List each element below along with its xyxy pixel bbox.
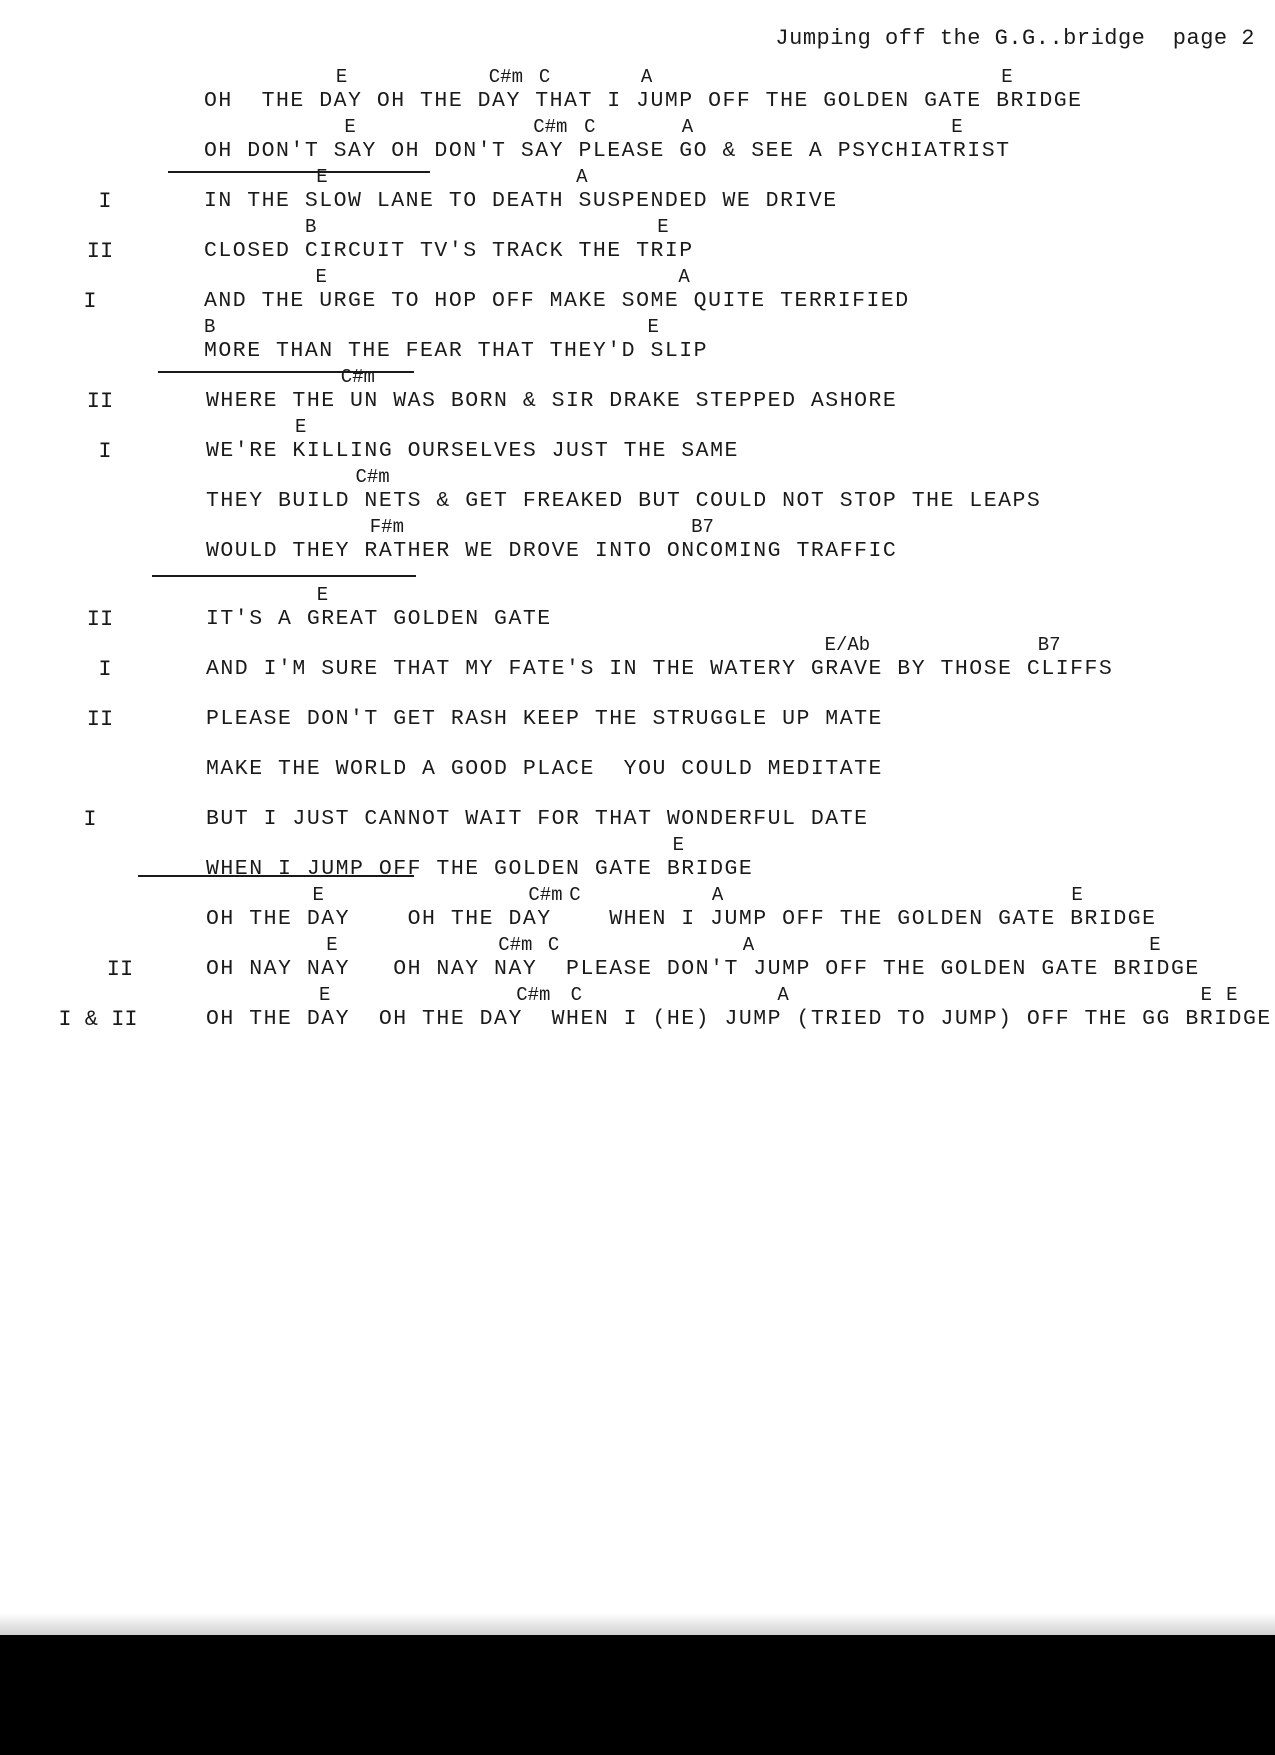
chord-symbol: E bbox=[318, 984, 331, 1006]
lyric-row bbox=[0, 316, 1275, 370]
lyric-row bbox=[0, 516, 1275, 570]
chord-symbol: E bbox=[315, 266, 327, 288]
chord-symbol: C#m bbox=[498, 934, 533, 956]
chord-symbol: E bbox=[316, 584, 329, 606]
singer-part-label: I bbox=[83, 289, 97, 314]
lyric-line: CLOSED CIRCUIT TV'S TRACK THE TRIP bbox=[204, 239, 694, 263]
singer-part-label: II bbox=[86, 707, 114, 732]
chord-symbol: A bbox=[711, 884, 724, 906]
chord-symbol: B bbox=[204, 316, 216, 338]
lyric-row bbox=[0, 738, 1275, 788]
singer-part-label: I bbox=[98, 657, 112, 682]
chord-symbol: E bbox=[1149, 934, 1161, 956]
lyric-row bbox=[0, 266, 1275, 320]
chord-symbol: E bbox=[295, 416, 307, 438]
section-underline bbox=[152, 575, 416, 577]
chord-symbol: E bbox=[326, 934, 338, 956]
lyric-line: IT'S A GREAT GOLDEN GATE bbox=[206, 607, 552, 631]
lyric-line: AND I'M SURE THAT MY FATE'S IN THE WATERY GRAVE BY THOSE CLIFFS bbox=[206, 657, 1114, 681]
chord-symbol: A bbox=[678, 266, 690, 288]
chord-symbol: B bbox=[304, 216, 317, 238]
chord-symbol: E bbox=[1200, 984, 1212, 1006]
lyric-row bbox=[0, 834, 1275, 888]
lyric-line: AND THE URGE TO HOP OFF MAKE SOME QUITE TERRIFIED bbox=[204, 289, 910, 313]
chord-symbol: E bbox=[951, 116, 963, 138]
lyric-row bbox=[0, 416, 1275, 470]
lyric-row bbox=[0, 934, 1275, 988]
singer-part-label: I bbox=[83, 807, 97, 832]
lyric-line: WOULD THEY RATHER WE DROVE INTO ONCOMING TRAFFIC bbox=[206, 539, 898, 563]
lyric-line: WHERE THE UN WAS BORN & SIR DRAKE STEPPED ASHORE bbox=[206, 389, 898, 413]
chord-symbol: C bbox=[538, 66, 551, 88]
chord-symbol: E bbox=[344, 116, 356, 138]
lyric-line: THEY BUILD NETS & GET FREAKED BUT COULD NOT STOP THE LEAPS bbox=[206, 489, 1042, 513]
lyric-line: OH DON'T SAY OH DON'T SAY PLEASE GO & SEE A PSYCHIATRIST bbox=[204, 139, 1011, 163]
chord-symbol: E/Ab bbox=[824, 634, 871, 656]
singer-part-label: I bbox=[98, 189, 112, 214]
chord-symbol: C bbox=[569, 884, 581, 906]
lyric-row bbox=[0, 788, 1275, 838]
section-underline bbox=[138, 875, 414, 877]
section-underline bbox=[158, 371, 414, 373]
lyric-row bbox=[0, 634, 1275, 688]
chord-symbol: C#m bbox=[516, 984, 551, 1006]
chord-symbol: E bbox=[647, 316, 659, 338]
singer-part-label: I bbox=[98, 439, 112, 464]
chord-symbol: A bbox=[681, 116, 694, 138]
chord-symbol: A bbox=[576, 166, 588, 188]
lyric-line: MAKE THE WORLD A GOOD PLACE YOU COULD MEDITATE bbox=[206, 757, 883, 781]
chord-symbol: C#m bbox=[355, 466, 390, 488]
chord-symbol: A bbox=[742, 934, 755, 956]
lyric-line: WHEN I JUMP OFF THE GOLDEN GATE BRIDGE bbox=[206, 857, 754, 881]
lyric-line: MORE THAN THE FEAR THAT THEY'D SLIP bbox=[204, 339, 709, 363]
chord-symbol: E bbox=[1071, 884, 1083, 906]
lyric-line: OH THE DAY OH THE DAY WHEN I JUMP OFF THE GOLDEN GATE BRIDGE bbox=[206, 907, 1157, 931]
chord-symbol: E bbox=[1001, 66, 1013, 88]
chord-symbol: C bbox=[570, 984, 582, 1006]
lyric-line: WE'RE KILLING OURSELVES JUST THE SAME bbox=[206, 439, 739, 463]
singer-part-label: I & II bbox=[58, 1007, 138, 1032]
lyric-line: PLEASE DON'T GET RASH KEEP THE STRUGGLE UP MATE bbox=[206, 707, 883, 731]
lyric-row bbox=[0, 984, 1275, 1038]
lyric-row bbox=[0, 884, 1275, 938]
lyric-line: OH NAY NAY OH NAY NAY PLEASE DON'T JUMP OFF THE GOLDEN GATE BRIDGE bbox=[206, 957, 1200, 981]
lyric-line: BUT I JUST CANNOT WAIT FOR THAT WONDERFUL DATE bbox=[206, 807, 869, 831]
singer-part-label: II bbox=[86, 607, 114, 632]
chord-symbol: A bbox=[777, 984, 789, 1006]
chord-symbol: C#m bbox=[340, 366, 375, 388]
chord-symbol: F#m bbox=[369, 516, 404, 538]
lyric-row bbox=[0, 466, 1275, 520]
lyric-row bbox=[0, 366, 1275, 420]
chord-symbol: E bbox=[672, 834, 684, 856]
singer-part-label: II bbox=[86, 389, 114, 414]
lyric-row bbox=[0, 166, 1275, 220]
lyric-row bbox=[0, 216, 1275, 270]
chord-symbol: C#m bbox=[533, 116, 568, 138]
singer-part-label: II bbox=[86, 239, 114, 264]
page-title: Jumping off the G.G..bridge page 2 bbox=[775, 26, 1255, 51]
lyric-row bbox=[0, 584, 1275, 638]
chord-symbol: B7 bbox=[691, 516, 714, 538]
chord-symbol: B7 bbox=[1037, 634, 1061, 656]
chord-symbol: C#m bbox=[528, 884, 563, 906]
chord-symbol: E bbox=[657, 216, 669, 238]
lyric-line: IN THE SLOW LANE TO DEATH SUSPENDED WE DRIVE bbox=[204, 189, 838, 213]
lyric-row bbox=[0, 116, 1275, 170]
chord-symbol: E bbox=[312, 884, 324, 906]
chord-symbol: C bbox=[547, 934, 560, 956]
chord-symbol: E bbox=[316, 166, 328, 188]
lyric-line: OH THE DAY OH THE DAY THAT I JUMP OFF THE GOLDEN GATE BRIDGE bbox=[204, 89, 1083, 113]
chord-symbol: E bbox=[1226, 984, 1238, 1006]
chord-symbol: E bbox=[335, 66, 348, 88]
chord-symbol: A bbox=[640, 66, 653, 88]
scan-background bbox=[0, 1635, 1275, 1755]
section-underline bbox=[168, 171, 430, 173]
lyric-row bbox=[0, 66, 1275, 120]
lyric-row bbox=[0, 688, 1275, 738]
lyric-line: OH THE DAY OH THE DAY WHEN I (HE) JUMP (TRIED TO JUMP) OFF THE GG BRIDGE bbox=[206, 1007, 1272, 1031]
chord-symbol: C#m bbox=[488, 66, 523, 88]
chord-symbol: C bbox=[584, 116, 596, 138]
singer-part-label: II bbox=[106, 957, 134, 982]
